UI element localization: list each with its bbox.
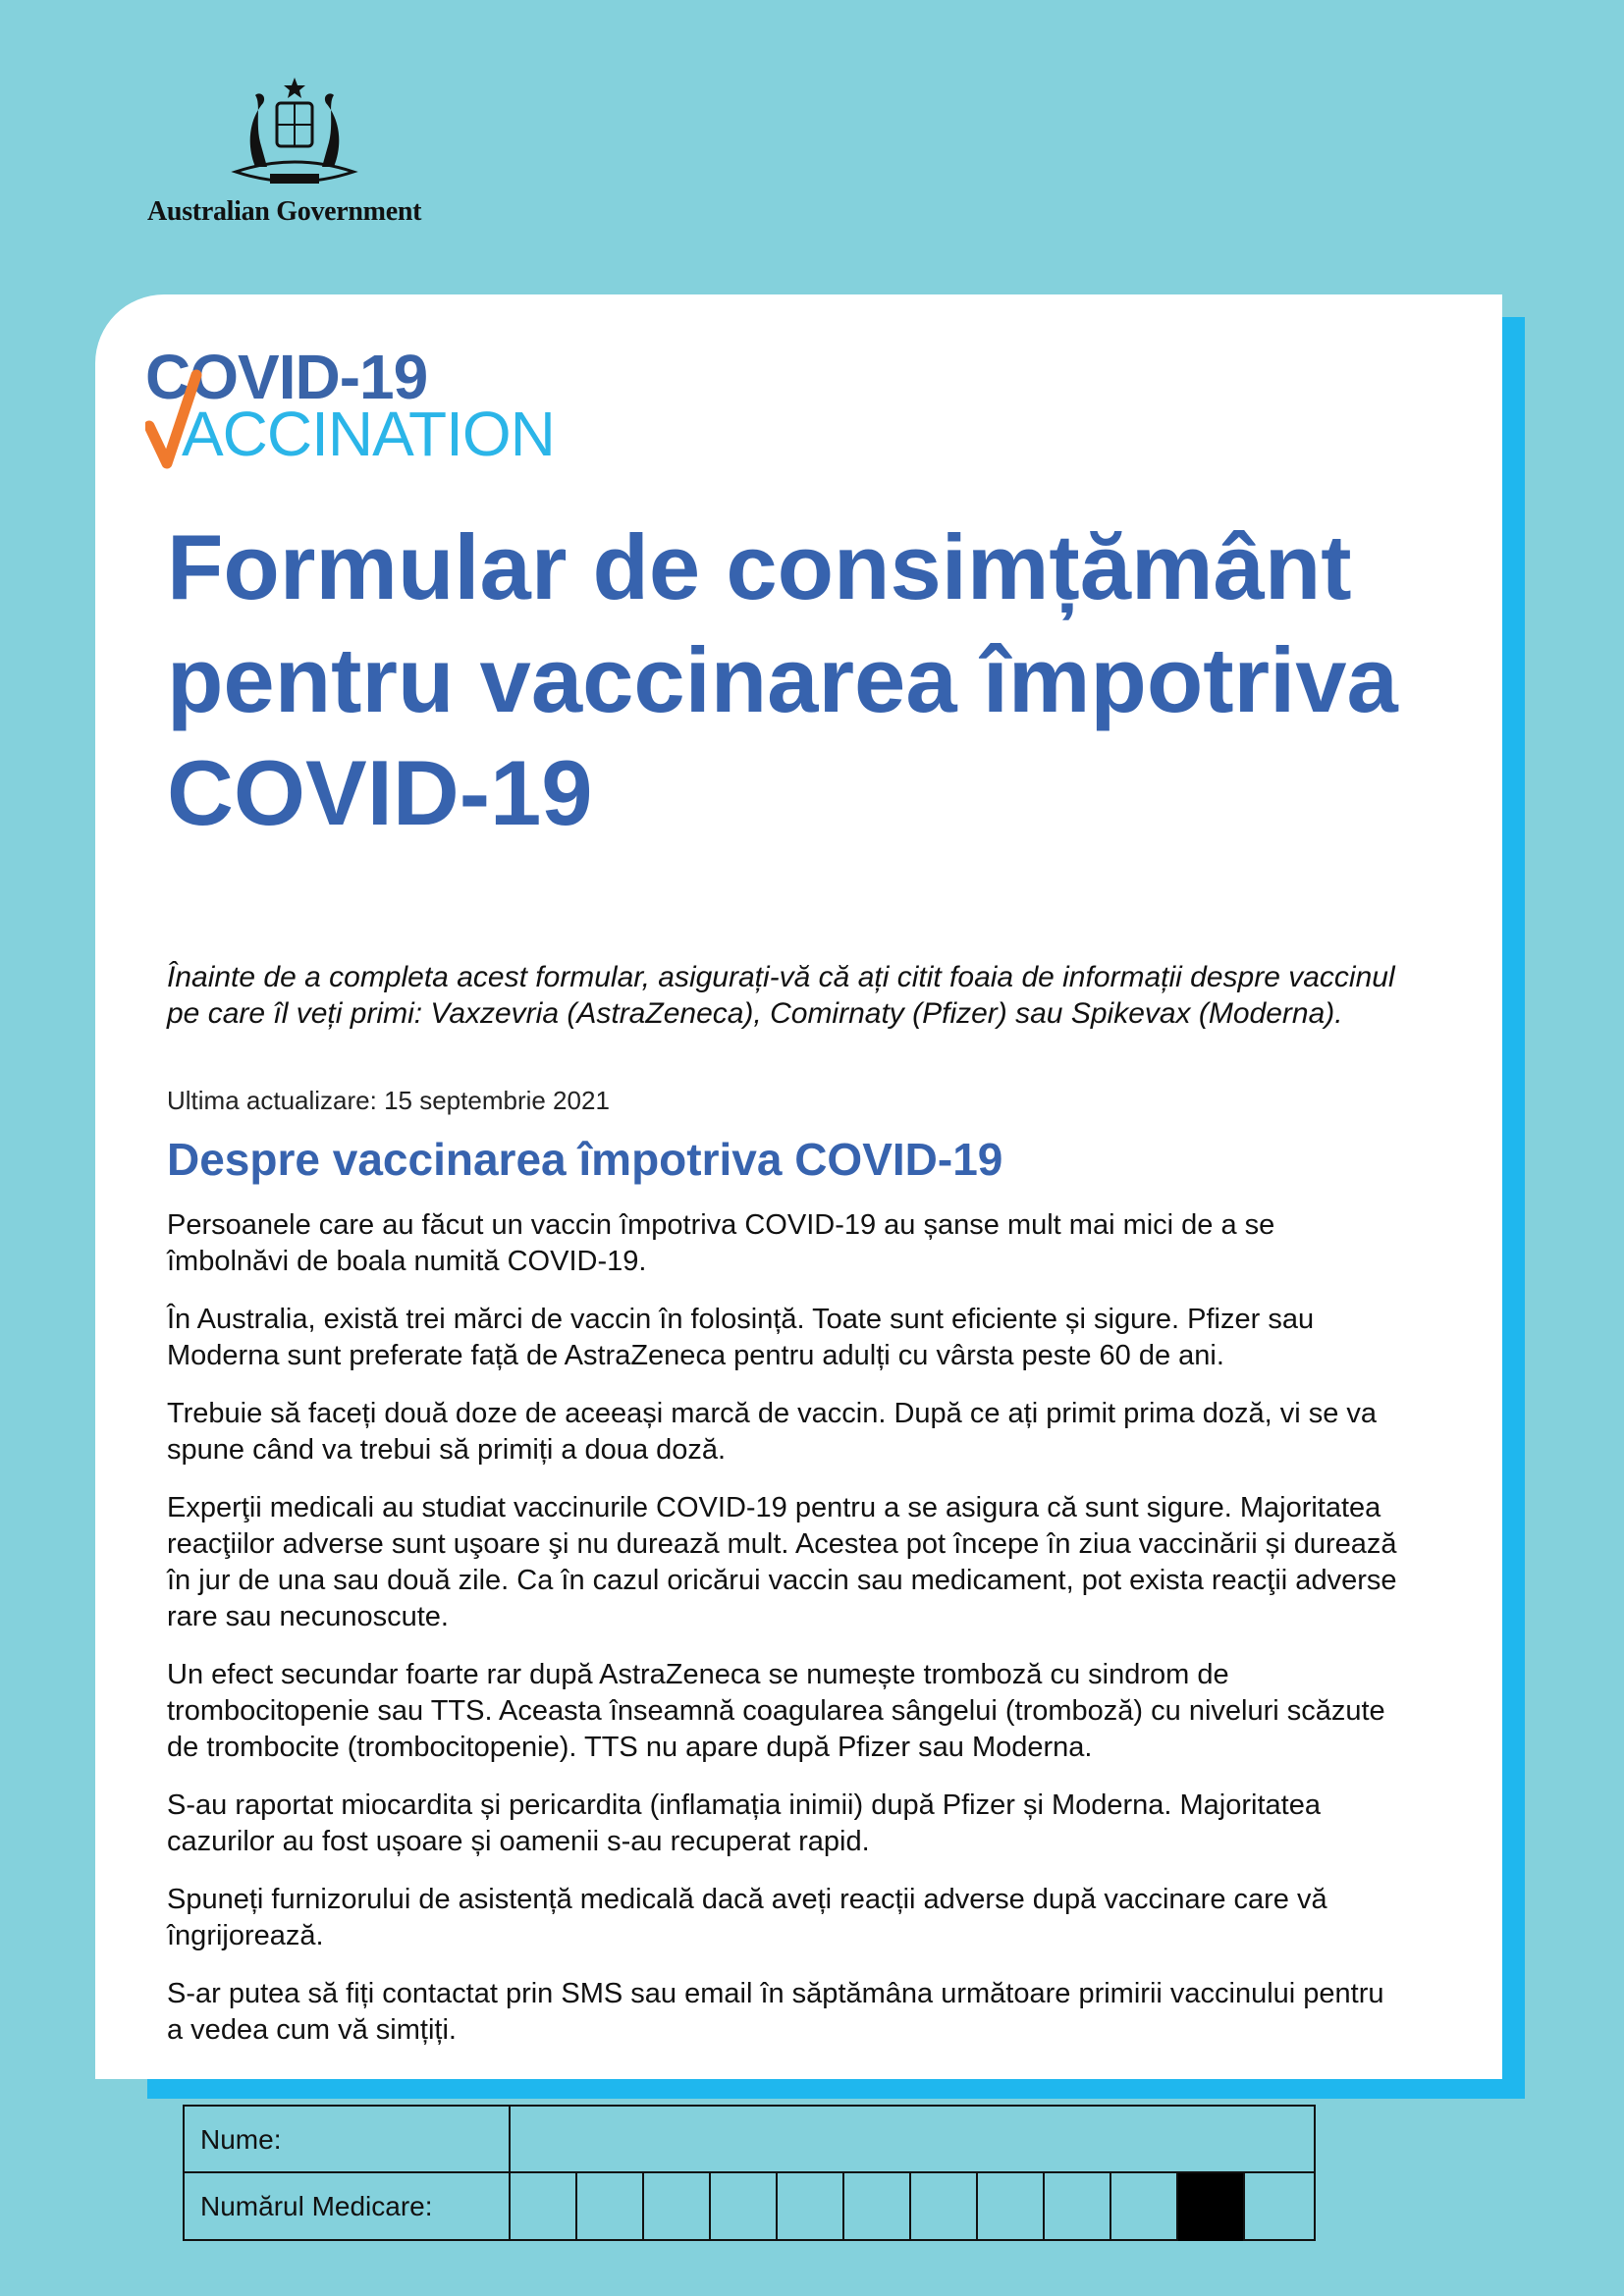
logo-line-1: COVID-19 (145, 342, 428, 412)
medicare-digit-cell[interactable] (844, 2173, 911, 2241)
patient-details-table (183, 2105, 1316, 2241)
medicare-digit-cell[interactable] (644, 2173, 711, 2241)
paragraph: Un efect secundar foarte rar după AstraZeneca se numește tromboză cu sindrom de trombocitopenie sau TTS. Aceasta înseamnă coagularea sângelui (tromboză) cu niveluri scăzute de trombocite (trombocitopenie). TTS nu apare după Pfizer sau Moderna. (167, 1659, 1385, 1763)
section-heading: Despre vaccinarea împotriva COVID-19 (167, 1134, 1003, 1185)
last-updated: Ultima actualizare: 15 septembrie 2021 (167, 1086, 610, 1115)
medicare-digit-cell[interactable] (1178, 2173, 1245, 2241)
paragraph: Experţii medicali au studiat vaccinurile COVID-19 pentru a se asigura că sunt sigure. Majoritatea reacţiilor adverse sunt uşoare şi nu durează mult. Acestea pot începe în ziua vaccinării și durează în jur de una sau două zile. Ca în cazul oricărui vaccin sau medicament, pot exista reacţii adverse rare sau necunoscute. (167, 1492, 1397, 1632)
government-name: Australian Government (147, 196, 422, 227)
medicare-label: Numărul Medicare: (200, 2191, 433, 2221)
paragraph: Persoanele care au făcut un vaccin împotriva COVID-19 au șanse mult mai mici de a se îmbolnăvi de boala numită COVID-19. (167, 1209, 1275, 1277)
intro-text: Înainte de a completa acest formular, asigurați-vă că ați citit foaia de informații despre vaccinul pe care îl veți primi: Vaxzevria (AstraZeneca), Comirnaty (Pfizer) sau Spikevax (Moderna). (167, 961, 1395, 1030)
medicare-digit-cell[interactable] (1045, 2173, 1111, 2241)
medicare-digit-cell[interactable] (1245, 2173, 1312, 2241)
covid-vaccination-logo (145, 342, 597, 469)
checkmark-icon (145, 365, 204, 473)
paragraph: S-ar putea să fiți contactat prin SMS sau email în săptămâna următoare primirii vaccinului pentru a vedea cum vă simțiți. (167, 1978, 1384, 2046)
name-field[interactable] (513, 2107, 1314, 2171)
logo-line-2 (145, 399, 555, 469)
logo-acci: ACCI (181, 399, 328, 469)
medicare-digit-cell[interactable] (911, 2173, 978, 2241)
medicare-digit-cell[interactable] (978, 2173, 1045, 2241)
medicare-digit-cell[interactable] (577, 2173, 644, 2241)
paragraph: Spuneți furnizorului de asistență medicală dacă aveți reacții adverse după vaccinare care vă îngrijorează. (167, 1884, 1327, 1951)
medicare-row (185, 2173, 1314, 2241)
coat-of-arms-icon (216, 74, 373, 201)
logo-nation: NATION (327, 399, 555, 469)
medicare-digit-cell[interactable] (1111, 2173, 1178, 2241)
name-row (185, 2107, 1314, 2173)
medicare-digit-cell[interactable] (778, 2173, 844, 2241)
paragraph: În Australia, există trei mărci de vaccin în folosință. Toate sunt eficiente și sigure. Pfizer sau Moderna sunt preferate față de AstraZeneca pentru adulți cu vârsta peste 60 de ani. (167, 1304, 1315, 1371)
paragraph: Trebuie să faceți două doze de aceeași marcă de vaccin. După ce ați primit prima doză, vi se va spune când va trebui să primiți a doua doză. (167, 1398, 1378, 1466)
paragraph: S-au raportat miocardita și pericardita (inflamația inimii) după Pfizer și Moderna. Majoritatea cazurilor au fost ușoare și oamenii s-au recuperat rapid. (167, 1789, 1321, 1857)
medicare-number-cells (511, 2173, 1314, 2241)
name-label: Nume: (200, 2124, 282, 2155)
column-divider (509, 2107, 511, 2171)
medicare-digit-cell[interactable] (711, 2173, 778, 2241)
medicare-digit-cell[interactable] (511, 2173, 577, 2241)
page-title: Formular de consimțământ pentru vaccinarea împotriva COVID-19 (167, 515, 1398, 844)
body-text (167, 1207, 1404, 2070)
